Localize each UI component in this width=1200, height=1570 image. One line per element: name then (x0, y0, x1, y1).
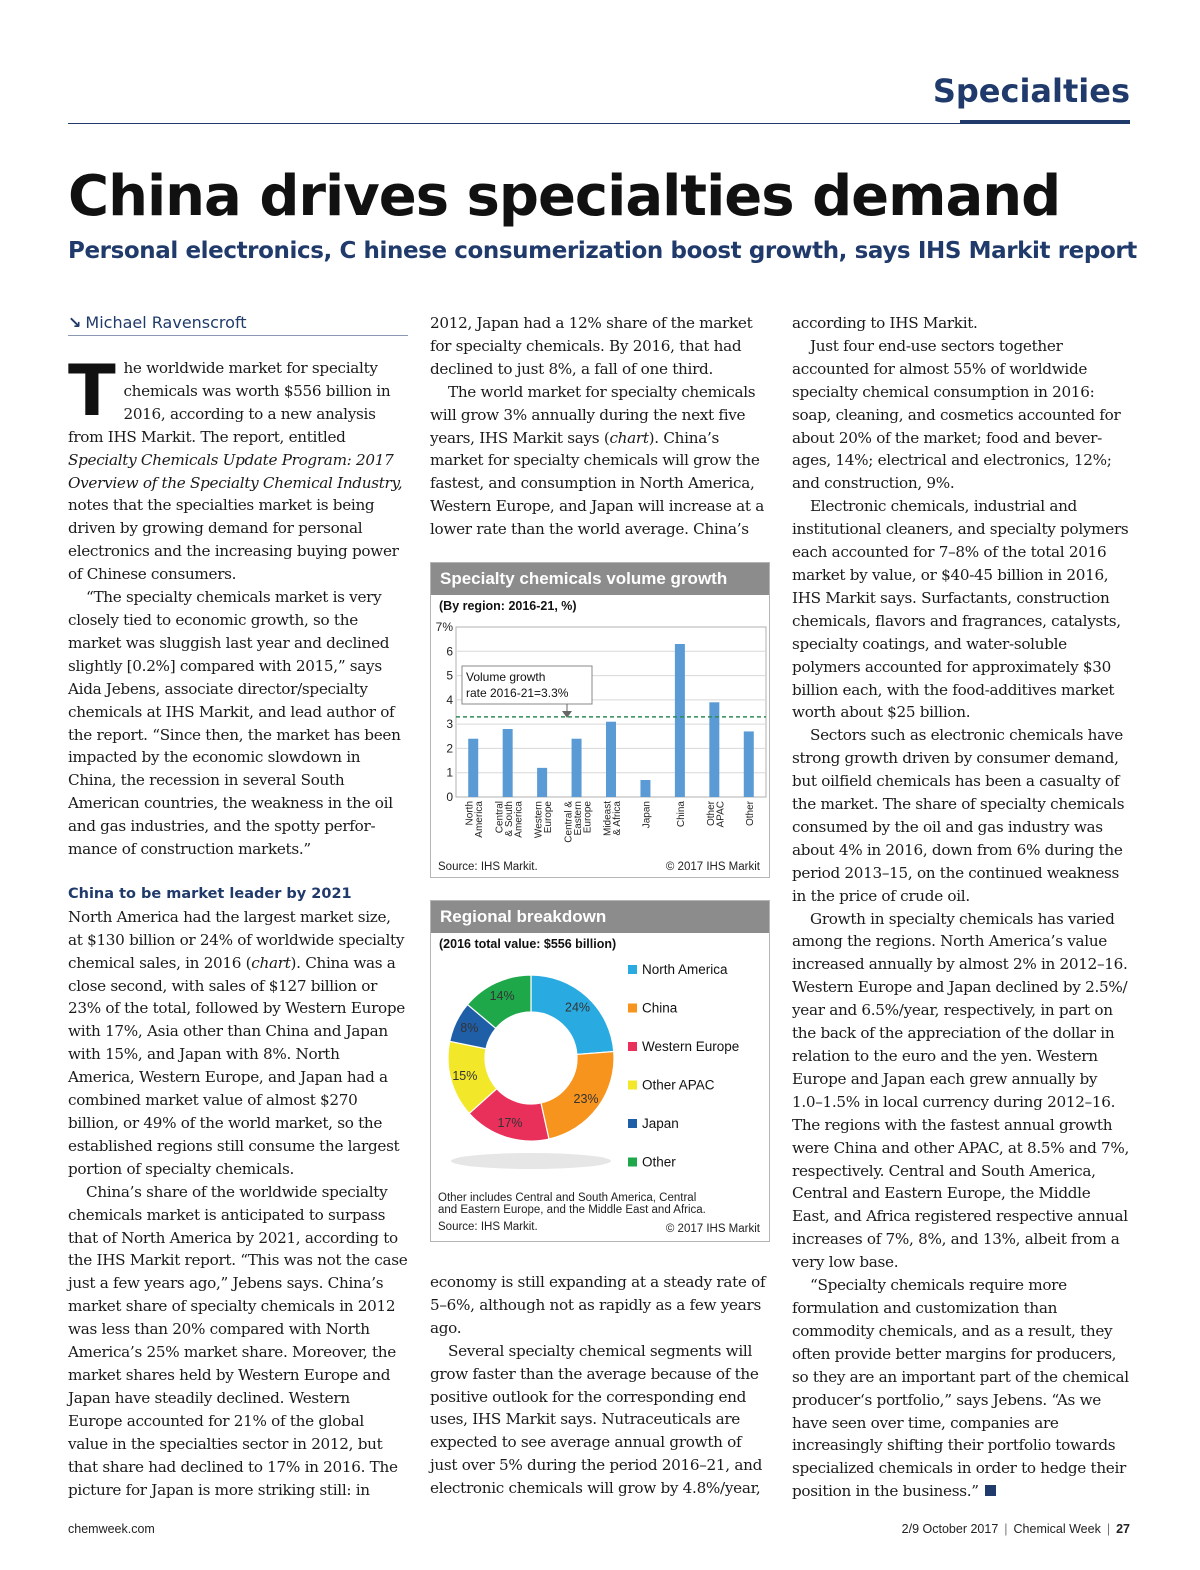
x-tick-label-line: Europe (543, 801, 555, 834)
paragraph: Several specialty chemical segments will grow faster than the average because of the positive outlook for the corresponding end uses, IHS Markit says. Nutraceuticals are expected to see average annual growth of just over 5% during the period 2016–21, and electronic chemicals will grow by 4.8%/year, (430, 1341, 762, 1498)
x-tick-label-line: & South (504, 801, 516, 837)
paragraph: Electronic chemicals, industrial and institutional cleaners, and specialty polymers each accounted for 7–8% of the total 2016 market by value, or $40-45 billion in 2016, IHS Markit says. Surfactants, construction chemicals, flavors and fragrances, catalysts, specialty coatings, and water-soluble polymers accounted for approximately $30 billion each, with the food-additives market worth about $25 billion. (792, 497, 1129, 722)
x-tick-label (534, 801, 555, 838)
section-label: Specialties (932, 72, 1130, 110)
y-tick-label: 5 (446, 668, 453, 683)
callout-text: rate 2016-21=3.3% (466, 686, 569, 700)
chart-source: Source: IHS Markit. (438, 861, 538, 873)
legend-label: Japan (642, 1116, 679, 1131)
y-tick-label: 1 (446, 765, 453, 780)
y-tick-label: 3 (446, 717, 453, 732)
section-subhead: China to be market leader by 2021 (68, 885, 352, 902)
chart-subtitle: (By region: 2016-21, %) (439, 599, 577, 613)
x-tick-label-line: America (474, 801, 486, 838)
chart-subtitle: (2016 total value: $556 billion) (439, 937, 617, 951)
legend-swatch (628, 1081, 637, 1090)
legend-label: Other (642, 1154, 676, 1170)
headline: China drives specialties demand (68, 164, 1061, 229)
x-tick-label (641, 801, 652, 828)
y-tick-label: 6 (446, 644, 453, 659)
paragraph: North America had the largest market size, at $130 billion or 24% of worldwide specialty chemical sales, in 2016 (chart). China was a close second, with sales of $127 billion or 23% of the total, followed by Western Europe with 17%, Asia other than China and Japan with 15%, and Japan with 8%. North America, Western Europe, and Japan had a combined market value of almost $270 billion, or 49% of the world market, so the established regions still consume the largest portion of specialty chemicals. (68, 907, 405, 1178)
paragraph: “The specialty chemicals market is very closely tied to economic growth, so the market was sluggish last year and declined slightly [0.2%] compared with 2015,” says Aida Jebens, associate director/specialty chemicals at IHS Markit, and lead author of the report. “Since then, the market has been impacted by the economic slowdown in China, the recession in several South American countries, the weakness in the oil and gas industries, and the spotty performance of construction markets.” (68, 588, 401, 859)
x-tick-label (745, 800, 756, 826)
paragraph: “Specialty chemicals require more formulation and customization than commodity chemicals, and as a result, they often provide better margins for producers, so they are an important part of the chemical producer‘s portfolio,” says Jebens. “As we have seen over time, companies are increasingly shifting their portfolio towards specialized chemicals in order to hedge their position in the business.” (792, 1276, 1129, 1501)
paragraph: Growth in specialty chemicals has varied among the regions. North America’s value increased annually by almost 2% in 2012–16. Western Europe and Japan declined by 2.5%/ year and 6.5%/year, respectively, in part on the back of the appreciation of the dollar in relation to the euro and the yen. Western Europe and Japan each grew annually by 1.0–1.5% in local currency during 2012–16. The regions with the fastest annual growth were China and other APAC, at 8.5% and 7%, respectively. Central and South America, Central and Eastern Europe, the Middle East, and Africa registered respective annual increases of 7%, 8%, and 13%, albeit from a very low base. (792, 909, 1130, 1272)
bar (503, 729, 513, 797)
x-tick-label-line: Mideast (602, 801, 614, 837)
y-tick-label: 2 (446, 741, 453, 756)
x-tick-label-line: Central & (563, 801, 575, 843)
x-tick-label (465, 801, 486, 838)
chart-source: Source: IHS Markit. (438, 1221, 538, 1233)
author-name: Michael Ravenscroft (85, 313, 247, 332)
x-tick-label-line: & Africa (612, 801, 623, 836)
x-tick-label (603, 801, 624, 836)
x-tick-label-line: Europe (582, 801, 594, 834)
callout-text: Volume growth (466, 670, 546, 684)
chart-copyright: © 2017 IHS Markit (665, 861, 760, 873)
paragraph: Just four end-use sectors together accounted for almost 55% of worldwide specialty chemical consumption in 2016: soap, cleaning, and cosmetics accounted for about 20% of the market; food and beverages, 14%; electrical and electronics, 12%; and construction, 9%. (792, 336, 1121, 493)
slice-label: 15% (452, 1068, 478, 1083)
slice-label: 8% (460, 1021, 479, 1036)
legend-swatch (628, 965, 637, 974)
legend-swatch (628, 1042, 637, 1051)
legend-label: Western Europe (642, 1039, 740, 1054)
chart-title: Regional breakdown (431, 901, 769, 933)
volume-growth-chart (430, 562, 770, 878)
x-tick-label (706, 800, 727, 827)
donut-chart-plot (431, 953, 769, 1193)
x-tick-label-line: Other (705, 801, 717, 827)
chart-note: Other includes Central and South America, Central and Eastern Europe, and the Middle East and Africa. (438, 1192, 706, 1216)
x-tick-label-line: Japan (641, 801, 653, 829)
legend-swatch (628, 1004, 637, 1013)
bar (744, 731, 754, 797)
x-tick-label (676, 801, 687, 828)
paragraph: China’s share of the worldwide specialty chemicals market is anticipated to surpass that of North America by 2021, according to the IHS Markit report. “This was not the case just a few years ago,” Jebens says. China’s market share of specialty chemicals in 2012 was less than 20% compared with North America’s 25% market share. Moreover, the market shares held by Western Europe and Japan have steadily declined. Western Europe accounted for 21% of the global value in the specialties sector in 2012, but that share had declined to 17% in 2016. The picture for Japan is more striking still: in (68, 1182, 408, 1499)
x-tick-label (495, 801, 525, 838)
bar (675, 644, 685, 797)
regional-breakdown-chart (430, 900, 770, 1242)
bar (468, 739, 478, 797)
article-column-2-bottom (430, 1271, 770, 1500)
x-tick-label-line: APAC (715, 801, 727, 828)
bar-chart-plot (431, 617, 769, 847)
footer-info: 2/9 October 2017 | Chemical Week | 27 (901, 1522, 1130, 1536)
article-column-1 (68, 350, 408, 1501)
y-tick-label: 0 (446, 790, 453, 804)
slice-label: 24% (565, 1000, 591, 1015)
footer-site: chemweek.com (68, 1522, 155, 1536)
bar (606, 722, 616, 797)
paragraph: 2012, Japan had a 12% share of the market for specialty chemicals. By 2016, that had declined to just 8%, a fall of one third. (430, 314, 753, 378)
y-tick-label: 4 (446, 692, 453, 707)
y-tick-label: 7% (435, 620, 453, 634)
slice-label: 17% (497, 1116, 523, 1131)
legend-swatch (628, 1119, 637, 1128)
x-tick-label-line: Western (533, 801, 545, 839)
slice-label: 14% (489, 988, 515, 1003)
legend-swatch (628, 1158, 637, 1167)
paragraph: The worldwide market for specialty chemicals was worth $556 billion in 2016, according to a new analysis from IHS Markit. The report, entitled Specialty Chemicals Update Program: 2017 Overview of the Specialty Chemical Industry, notes that the specialties market is being driven by growing demand for personal electronics and the increasing buying power of Chinese consumers. (68, 350, 403, 584)
x-tick-label-line: America (513, 801, 525, 838)
x-tick-label-line: Central (494, 801, 506, 834)
page-number: 27 (1116, 1522, 1130, 1536)
legend-label: Other APAC (642, 1077, 715, 1093)
paragraph: The world market for specialty chemicals will grow 3% annually during the next five years, IHS Markit says (chart). China’s market for specialty chemicals will grow the fastest, and consumption in North America, Western Europe, and Japan will increase at a lower rate than the world average. China’s (430, 382, 764, 539)
x-tick-label (564, 801, 594, 843)
bar (572, 739, 582, 797)
x-tick-label-line: Eastern (573, 801, 585, 836)
bar (640, 780, 650, 797)
chart-title: Specialty chemicals volume growth (431, 563, 769, 595)
byline (68, 313, 408, 336)
publication-name: Chemical Week (1013, 1522, 1101, 1536)
paragraph: economy is still expanding at a steady rate of 5–6%, although not as rapidly as a few years ago. (430, 1273, 766, 1337)
header-rule-accent (960, 120, 1130, 124)
legend-label: North America (642, 962, 728, 977)
subheadline: Personal electronics, C hinese consumerization boost growth, says IHS Markit report (68, 238, 1137, 264)
article-column-2-top (430, 312, 770, 541)
issue-date: 2/9 October 2017 (901, 1522, 999, 1536)
x-tick-label-line: North (464, 801, 476, 826)
paragraph: Sectors such as electronic chemicals have strong growth driven by consumer demand, but oilfield chemicals has been a casualty of the market. The share of specialty chemicals consumed by the oil and gas industry was about 4% in 2016, down from 6% during the period 2013–15, on the continued weakness in the price of crude oil. (792, 726, 1125, 905)
slice-label: 23% (573, 1091, 599, 1106)
drop-cap: T (68, 350, 116, 432)
x-tick-label-line: China (675, 801, 687, 828)
donut-shadow (451, 1153, 611, 1169)
end-mark-icon (985, 1485, 996, 1496)
legend-label: China (642, 1000, 678, 1016)
chart-copyright: © 2017 IHS Markit (665, 1223, 760, 1235)
article-column-3 (792, 312, 1132, 1503)
paragraph: according to IHS Markit. (792, 314, 978, 332)
byline-arrow-icon: ↘ (68, 313, 82, 332)
bar (537, 768, 547, 797)
x-tick-label-line: Other (744, 801, 756, 827)
